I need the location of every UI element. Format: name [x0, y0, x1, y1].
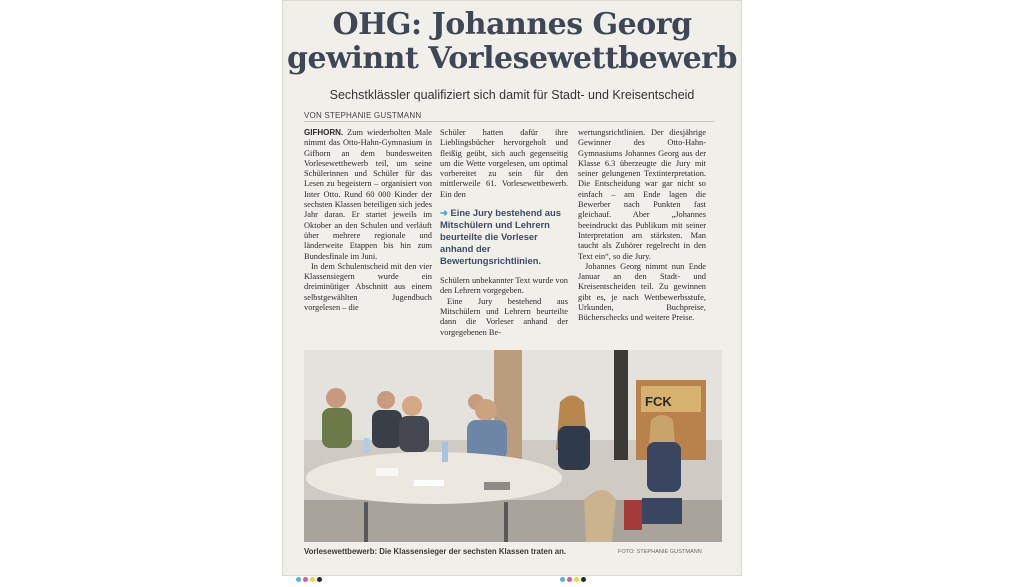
paragraph: wertungsrichtlinien. Der diesjährige Gewinner des Otto-Hahn-Gymnasiums Johannes Georg aus der Klasse 6.3 überzeugte die Jury mit seiner gelungenen Textinterpretation. Die Entscheidung war gar nicht so einfach – am Ende lagen die Bewerber nach Punkten fast gleichauf. Aber „Johannes beeindruckt das Publikum mit seiner Interpretation am stärksten. Man taucht als Zuhörer regelrecht in den Text ein“, so die Jury. — [578, 128, 706, 261]
paragraph-text: Zum wiederholten Male nimmt das Otto-Hahn-Gymnasium in Gifhorn an dem bundesweiten Vorlesewettbewerb teil, um seine Schülerinnen und Schüler für das Lesen zu begeistern – organisiert von Inter Otto. Rund 60 000 Kinder der sechsten Klassen beteiligen sich jedes Jahr daran. Er startet jeweils im Oktober an den Schulen und verläuft über mehrere regionale und länderweite Etappen bis hin zum Bundesfinale im Juni. — [304, 128, 432, 261]
paragraph: In dem Schulentscheid mit den vier Klassensiegern wurde ein dreiminütiger Abschnitt aus einem selbstgewählten Jugendbuch vorgelesen – die — [304, 261, 432, 313]
pull-quote-text: Eine Jury bestehend aus Mitschülern und Lehrern beurteilte die Vorleser anhand der Bewertungsrichtlinien. — [440, 207, 561, 267]
article-column-1 — [304, 128, 432, 313]
subheadline: Sechstklässler qualifiziert sich damit für Stadt- und Kreisentscheid — [329, 88, 695, 102]
dateline: GIFHORN. — [304, 128, 344, 137]
byline: VON STEPHANIE GUSTMANN — [304, 111, 422, 120]
headline-line-2: gewinnt Vorlesewettbewerb — [287, 41, 737, 76]
paragraph: Schülern unbekannter Text wurde von den Lehrern vorgegeben. — [440, 276, 568, 296]
article-column-2 — [440, 128, 568, 338]
headline-line-1: OHG: Johannes Georg — [332, 7, 692, 42]
registration-dots-left — [296, 569, 324, 575]
article-photo — [304, 350, 722, 542]
registration-dots-right — [560, 569, 588, 575]
pull-quote — [440, 207, 568, 267]
photo-credit: FOTO: STEPHANIE GUSTMANN — [618, 549, 702, 555]
paragraph: Schüler hatten dafür ihre Lieblingsbücher hervorgeholt und fleißig geübt, sich auch gegenseitig um die Wette vorgelesen, um optimal vorbereitet zu sein für den mittlerweile 61. Vorlesewettbewerb. Ein den — [440, 128, 568, 199]
newspaper-clipping — [282, 0, 742, 576]
arrow-icon: ➜ — [440, 207, 448, 219]
article-column-3 — [578, 128, 706, 324]
paragraph: Johannes Georg nimmt nun Ende Januar an den Stadt- und Kreisentscheiden teil. Zu gewinnen gibt es, je nach Wettbewerbsstufe, Urkunden, Buchpreise, Bücherschecks und weitere Preise. — [578, 261, 706, 323]
photo-caption: Vorlesewettbewerb: Die Klassensieger der sechsten Klassen traten an. — [304, 547, 567, 556]
classroom-photo — [304, 350, 722, 542]
byline-divider — [304, 121, 714, 122]
table — [306, 452, 562, 504]
poster-text: FCK — [645, 394, 672, 409]
headline — [282, 8, 742, 76]
paragraph: Eine Jury bestehend aus Mitschülern und Lehrern beurteilte dann die Vorleser anhand der vorgegebenen Be- — [440, 296, 568, 337]
paragraph — [304, 128, 432, 262]
